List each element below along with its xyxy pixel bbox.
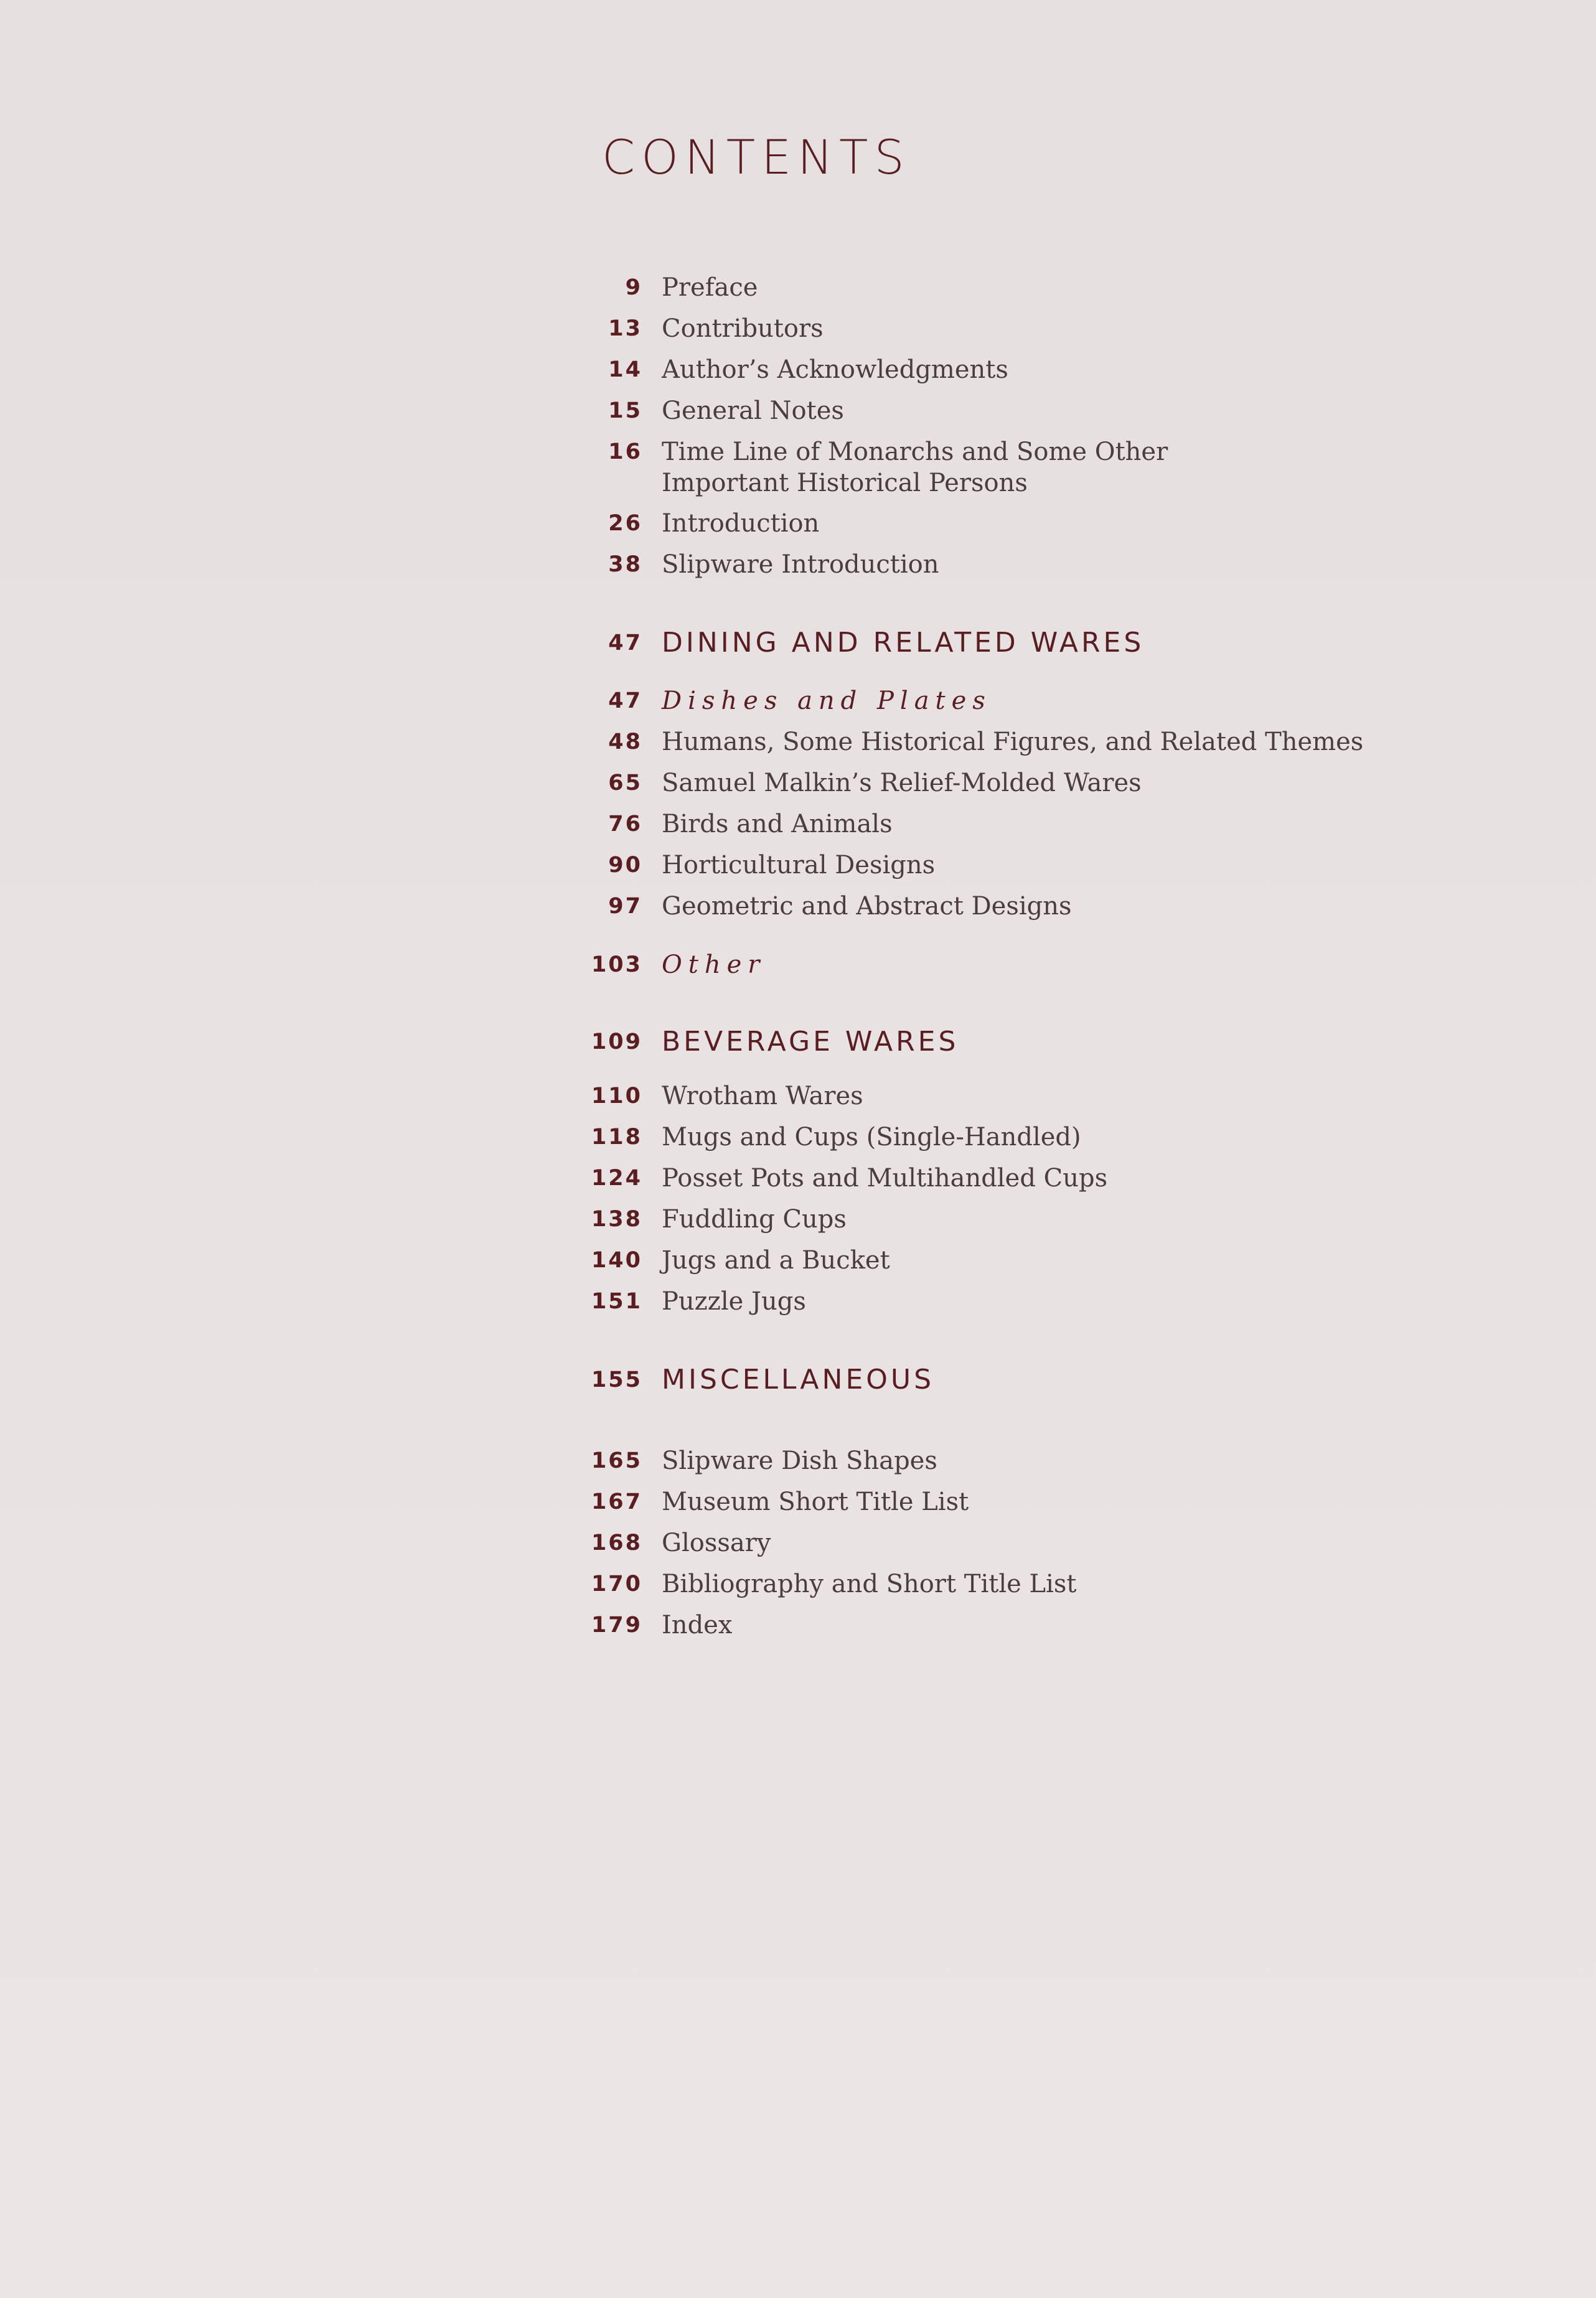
toc-entry-horticultural[interactable] [0, 847, 1596, 884]
toc-entry-geometric[interactable] [0, 888, 1596, 925]
toc-entry-label: Geometric and Abstract Designs [662, 892, 1072, 921]
toc-page-number: 110 [591, 1084, 642, 1109]
toc-page-number: 103 [591, 952, 642, 977]
toc-entry-posset-pots[interactable] [0, 1160, 1596, 1197]
toc-page-number: 170 [591, 1572, 642, 1597]
toc-page-number: 16 [608, 439, 642, 464]
toc-entry-mugs-cups[interactable] [0, 1119, 1596, 1156]
toc-entry-humans[interactable] [0, 723, 1596, 761]
toc-page-number: 14 [608, 357, 642, 382]
toc-entry-label: Wrotham Wares [662, 1082, 863, 1110]
toc-entry-contributors[interactable] [0, 310, 1596, 347]
toc-page-number: 118 [591, 1125, 642, 1150]
toc-page-number: 26 [608, 511, 642, 536]
toc-entry-bibliography[interactable] [0, 1565, 1596, 1603]
toc-page-number: 47 [608, 631, 642, 655]
toc-entry-label: Bibliography and Short Title List [662, 1570, 1077, 1598]
toc-entry-label: Museum Short Title List [662, 1488, 969, 1516]
toc-subsection-label: Other [662, 950, 766, 979]
toc-entry-general-notes[interactable] [0, 392, 1596, 429]
toc-entry-label: Introduction [662, 509, 820, 538]
toc-page-number: 13 [608, 316, 642, 341]
toc-entry-label: Index [662, 1611, 733, 1639]
toc-entry-glossary[interactable] [0, 1524, 1596, 1562]
toc-page-number: 155 [591, 1367, 642, 1392]
toc-entry-malkin[interactable] [0, 764, 1596, 802]
toc-entry-label: Samuel Malkin’s Relief-Molded Wares [662, 769, 1142, 797]
toc-entry-label: Humans, Some Historical Figures, and Related Themes [662, 728, 1364, 756]
toc-entry-label: Author’s Acknowledgments [662, 355, 1008, 384]
toc-entry-puzzle-jugs[interactable] [0, 1283, 1596, 1320]
toc-entry-label: Slipware Introduction [662, 550, 939, 579]
toc-page-number: 9 [625, 275, 642, 300]
toc-page-number: 109 [591, 1029, 642, 1054]
toc-entry-dish-shapes[interactable] [0, 1442, 1596, 1480]
toc-page-number: 138 [591, 1207, 642, 1232]
toc-entry-label: Posset Pots and Multihandled Cups [662, 1164, 1108, 1193]
toc-entry-introduction[interactable] [0, 505, 1596, 542]
toc-entry-label: Slipware Dish Shapes [662, 1447, 937, 1475]
toc-page-number: 140 [591, 1248, 642, 1273]
toc-page-number: 38 [608, 552, 642, 577]
toc-entry-birds-animals[interactable] [0, 805, 1596, 843]
toc-entry-preface[interactable] [0, 269, 1596, 306]
toc-page-number: 151 [591, 1289, 642, 1314]
toc-section-label: BEVERAGE WARES [662, 1026, 959, 1058]
toc-section-miscellaneous[interactable] [0, 1361, 1596, 1399]
toc-entry-label: Preface [662, 273, 758, 302]
toc-entry-jugs-bucket[interactable] [0, 1242, 1596, 1279]
toc-subsection-label: Dishes and Plates [662, 687, 992, 715]
toc-entry-label: Glossary [662, 1529, 771, 1557]
toc-page-number: 167 [591, 1489, 642, 1514]
toc-subsection-dishes-plates[interactable] [0, 682, 1596, 720]
toc-entry-label: Contributors [662, 314, 824, 343]
toc-section-label: DINING AND RELATED WARES [662, 627, 1145, 659]
toc-entry-label-line2: Important Historical Persons [662, 469, 1028, 497]
toc-entry-acknowledgments[interactable] [0, 351, 1596, 388]
toc-entry-slipware-introduction[interactable] [0, 546, 1596, 583]
toc-entry-fuddling-cups[interactable] [0, 1201, 1596, 1238]
toc-page-number: 15 [608, 398, 642, 423]
toc-page-number: 97 [608, 894, 642, 919]
toc-section-dining[interactable] [0, 624, 1596, 662]
toc-page-number: 65 [608, 771, 642, 795]
toc-subsection-other[interactable] [0, 946, 1596, 983]
toc-entry-label: Horticultural Designs [662, 851, 936, 879]
toc-entry-label: Fuddling Cups [662, 1205, 847, 1234]
toc-entry-wrotham[interactable] [0, 1077, 1596, 1115]
toc-page-number: 47 [608, 688, 642, 713]
toc-entry-label: Time Line of Monarchs and Some Other [662, 438, 1168, 466]
toc-entry-label: Birds and Animals [662, 810, 893, 838]
toc-entry-time-line[interactable] [0, 433, 1596, 502]
toc-page-number: 48 [608, 729, 642, 754]
toc-page-number: 179 [591, 1613, 642, 1638]
toc-entry-label: General Notes [662, 396, 844, 425]
toc-entry-index[interactable] [0, 1606, 1596, 1644]
toc-page-number: 124 [591, 1166, 642, 1191]
toc-page-number: 165 [591, 1448, 642, 1473]
toc-page-number: 76 [608, 812, 642, 837]
toc-entry-label: Puzzle Jugs [662, 1287, 806, 1316]
toc-section-beverage[interactable] [0, 1023, 1596, 1061]
page-title: CONTENTS [602, 129, 911, 185]
toc-entry-label: Mugs and Cups (Single-Handled) [662, 1123, 1081, 1151]
toc-page-number: 168 [591, 1531, 642, 1555]
toc-section-label: MISCELLANEOUS [662, 1364, 935, 1395]
toc-page-number: 90 [608, 853, 642, 878]
toc-entry-label: Jugs and a Bucket [662, 1246, 890, 1275]
toc-entry-museum-list[interactable] [0, 1483, 1596, 1521]
